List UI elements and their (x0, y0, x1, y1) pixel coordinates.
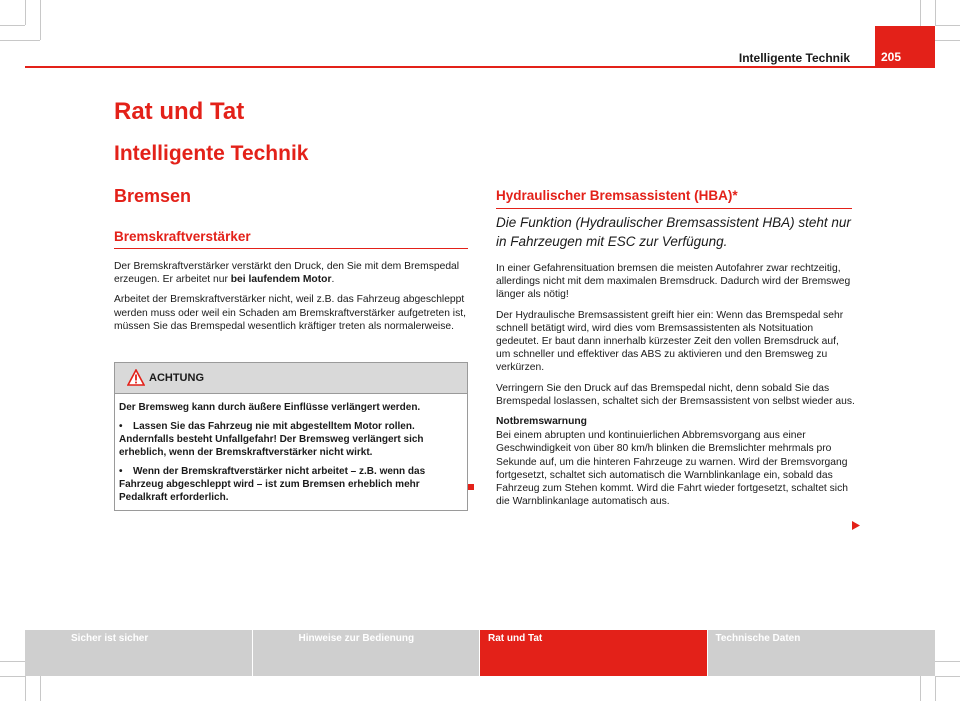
crop-mark (0, 25, 25, 26)
footer-tab-sicher-ist-sicher[interactable]: Sicher ist sicher (25, 630, 253, 676)
left-topic-heading: Bremskraftverstärker (114, 229, 468, 249)
page-number: 205 (875, 26, 935, 68)
warning-bullet-text: Wenn der Bremskraftverstärker nicht arbeitet – z.B. wenn das Fahrzeug abgeschleppt wird – ist zum Bremsen erheblich mehr Pedalkraft erforderlich. (119, 466, 426, 503)
running-header-title: Intelligente Technik (738, 51, 850, 65)
crop-mark (40, 0, 41, 40)
footer-tab-hinweise-zur-bedienung[interactable]: Hinweise zur Bedienung (253, 630, 481, 676)
paragraph: Bei einem abrupten und kontinuierlichen Abbremsvorgang aus einer Geschwindigkeit von über 80 km/h blinken die Bremslichter mehrmals pro Sekunde auf, um die hinteren Fahrzeuge zu warnen. Wird der Bremsvorgang fortgesetzt, schaltet sich automatisch die Warnblinkanlage ein, sobald das Fahrzeug zum Stehen kommt. Wird die Fahrt wieder fortgesetzt, schaltet sich die Warnblinkanlage automatisch aus. (496, 430, 848, 508)
crop-mark (25, 676, 26, 701)
crop-mark (935, 0, 936, 25)
subheading: Notbremswarnung (496, 416, 587, 428)
warning-title: ACHTUNG (149, 372, 204, 384)
chapter-title: Rat und Tat (114, 98, 245, 125)
warning-triangle-icon (127, 369, 145, 386)
header-rule (25, 66, 935, 68)
warning-intro: Der Bremsweg kann durch äußere Einflüsse verlängert werden. (119, 402, 421, 413)
subsection-title: Bremsen (114, 186, 192, 206)
paragraph: Arbeitet der Bremskraftverstärker nicht, weil z.B. das Fahrzeug abgeschleppt werden muss oder weil ein Schaden am Bremskraftverstärker aufgetreten ist, müssen Sie das Bremspedal wesentlich kräftiger treten als normalerweise. (114, 294, 466, 332)
emphasis-text: bei laufendem Motor (230, 274, 332, 286)
warning-box (114, 362, 468, 511)
footer-tab-technische-daten[interactable]: Technische Daten (708, 630, 936, 676)
crop-mark (0, 40, 40, 41)
warning-bullet (119, 465, 463, 504)
paragraph (114, 260, 468, 286)
crop-mark (935, 676, 936, 701)
paragraph: Verringern Sie den Druck auf das Bremspedal nicht, denn sobald Sie das Bremspedal loslassen, schaltet sich der Bremsassistent von selbst wieder aus. (496, 382, 855, 407)
crop-mark (935, 676, 960, 677)
footer-tab-rat-und-tat[interactable]: Rat und Tat (480, 630, 708, 676)
footer-nav (25, 630, 935, 676)
continue-arrow-icon (852, 521, 860, 530)
bullet-icon: • (119, 421, 123, 432)
left-column-text (114, 260, 468, 340)
warning-header (115, 363, 467, 394)
warning-bullet-text: Lassen Sie das Fahrzeug nie mit abgestelltem Motor rollen. Andernfalls besteht Unfallgefahr! Der Bremsweg verlängert sich erheblich, wenn der Bremskraftverstärker nicht wirkt. (119, 421, 424, 458)
section-title: Intelligente Technik (114, 142, 309, 165)
section-end-marker-icon (468, 484, 474, 490)
crop-mark (0, 676, 25, 677)
crop-mark (935, 25, 960, 26)
crop-mark (25, 0, 26, 25)
intro-italic-text: Die Funktion (Hydraulischer Bremsassistent HBA) steht nur in Fahrzeugen mit ESC zur Verfügung. (496, 215, 851, 249)
warning-bullet (119, 420, 463, 459)
paragraph: Der Hydraulische Bremsassistent greift hier ein: Wenn das Bremspedal sehr schnell betätigt wird, wird dies vom Bremsassistenten als Notsituation gedeutet. Er baut dann innerhalb kürzester Zeit den vollen Bremsdruck auf, um schneller und effektiver das ABS zu aktivieren und den Bremsweg zu verkürzen. (496, 309, 844, 374)
right-column-text (496, 262, 856, 515)
paragraph: In einer Gefahrensituation bremsen die meisten Autofahrer zwar rechtzeitig, allerdings nicht mit dem maximalen Bremsdruck. Dadurch wird der Bremsweg länger als nötig! (496, 263, 851, 301)
paragraph-text: Der Bremskraftverstärker verstärkt den Druck, den Sie mit dem Bremspedal erzeugen. Er arbeitet nur (114, 261, 460, 286)
paragraph-text: . (331, 274, 335, 286)
bullet-icon: • (119, 466, 123, 477)
warning-body (115, 394, 467, 510)
right-topic-heading: Hydraulischer Bremsassistent (HBA)* (496, 188, 852, 209)
